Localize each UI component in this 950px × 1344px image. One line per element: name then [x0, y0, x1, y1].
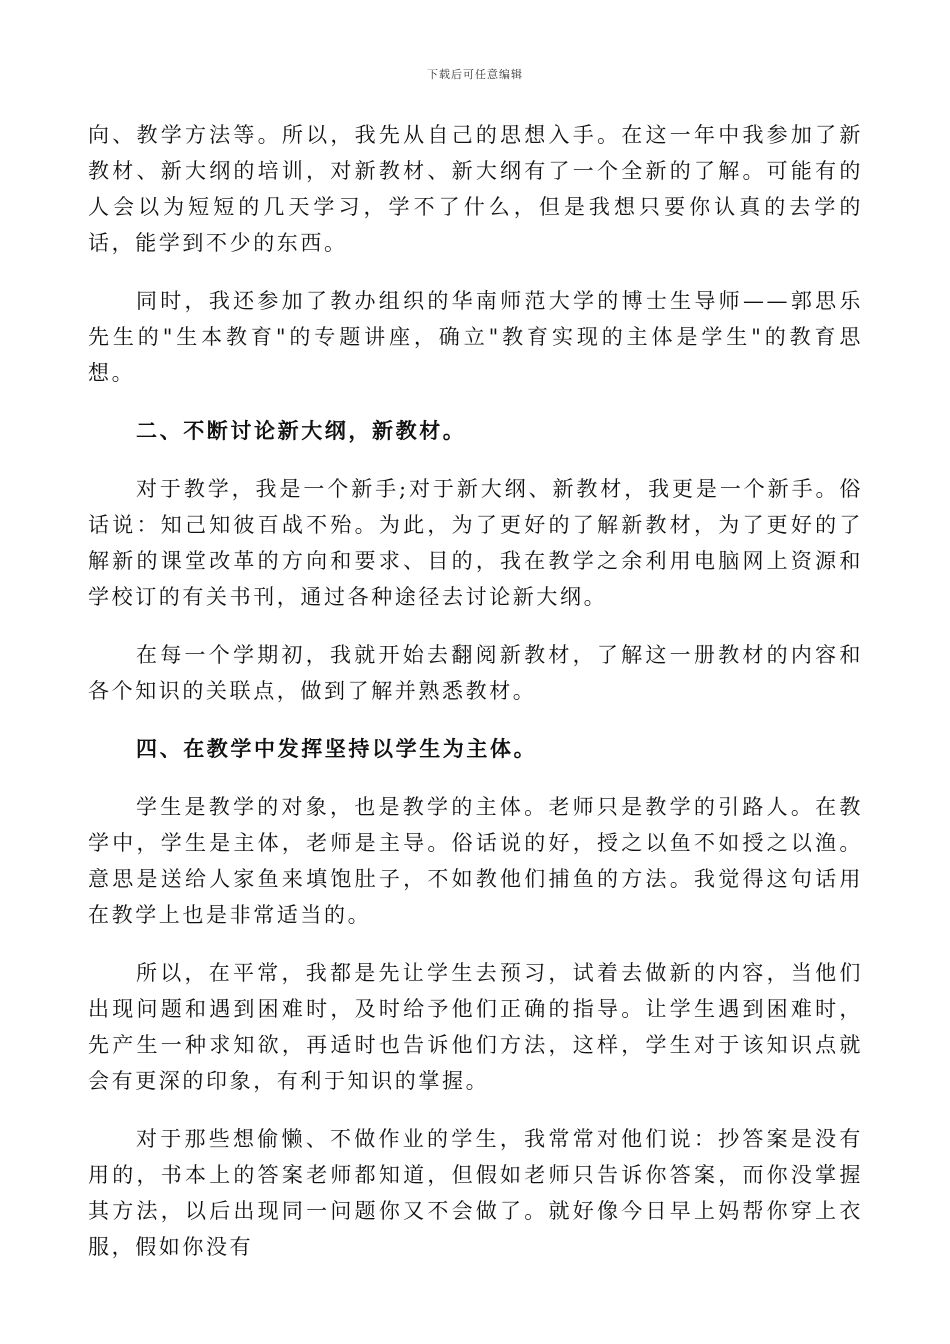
page-header: 下载后可任意编辑 — [427, 68, 523, 81]
paragraph-5: 学生是教学的对象，也是教学的主体。老师只是教学的引路人。在教学中，学生是主体，老师是主导。俗话说的好，授之以鱼不如授之以渔。意思是送给人家鱼来填饱肚子，不如教他们捕鱼的方法。我觉得这句话用在教学上也是非常适当的。 — [88, 795, 863, 927]
section-heading-2: 二、不断讨论新大纲，新教材。 — [136, 418, 467, 443]
section-heading-4: 四、在教学中发挥坚持以学生为主体。 — [136, 736, 538, 761]
paragraph-2: 同时，我还参加了教办组织的华南师范大学的博士生导师——郭思乐先生的"生本教育"的专题讲座，确立"教育实现的主体是学生"的教育思想。 — [88, 289, 863, 385]
paragraph-1: 向、教学方法等。所以，我先从自己的思想入手。在这一年中我参加了新教材、新大纲的培训，对新教材、新大纲有了一个全新的了解。可能有的人会以为短短的几天学习，学不了什么，但是我想只要你认真的去学的话，能学到不少的东西。 — [88, 123, 863, 255]
document-body — [88, 117, 863, 1287]
paragraph-3: 对于教学，我是一个新手;对于新大纲、新教材，我更是一个新手。俗话说：知己知彼百战不殆。为此，为了更好的了解新教材，为了更好的了解新的课堂改革的方向和要求、目的，我在教学之余利用电脑网上资源和学校订的有关书刊，通过各种途径去讨论新大纲。 — [88, 477, 863, 609]
paragraph-6: 所以，在平常，我都是先让学生去预习，试着去做新的内容，当他们出现问题和遇到困难时，及时给予他们正确的指导。让学生遇到困难时，先产生一种求知欲，再适时也告诉他们方法，这样，学生对于该知识点就会有更深的印象，有利于知识的掌握。 — [88, 961, 863, 1093]
paragraph-7: 对于那些想偷懒、不做作业的学生，我常常对他们说：抄答案是没有用的，书本上的答案老师都知道，但假如老师只告诉你答案，而你没掌握其方法，以后出现同一问题你又不会做了。就好像今日早上妈帮你穿上衣服，假如你没有 — [88, 1127, 863, 1259]
paragraph-4: 在每一个学期初，我就开始去翻阅新教材，了解这一册教材的内容和各个知识的关联点，做到了解并熟悉教材。 — [88, 643, 863, 703]
